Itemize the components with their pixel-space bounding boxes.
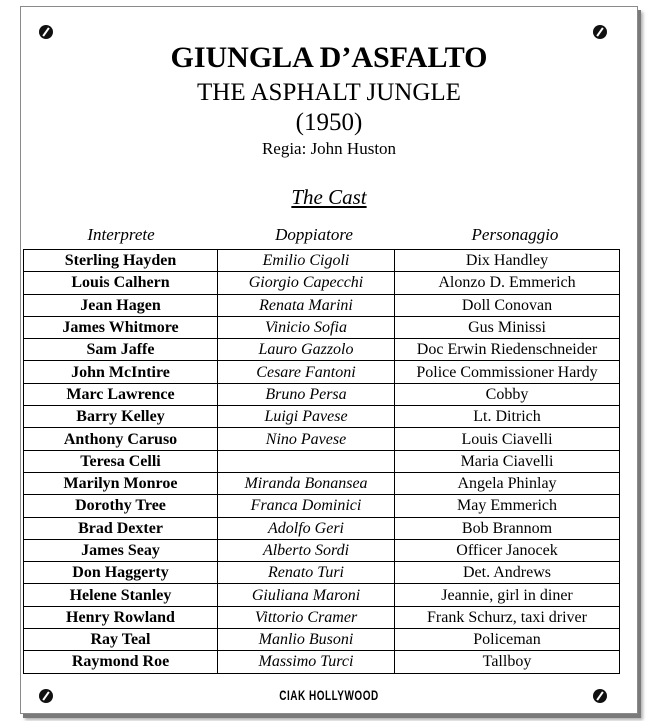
title-italian: GIUNGLA D’ASFALTO — [170, 41, 488, 74]
cast-table — [23, 249, 620, 674]
dubber-cell: Massimo Turci — [218, 651, 395, 673]
dubber-cell: Renato Turi — [218, 562, 395, 584]
director-credit: Regia: John Huston — [261, 139, 397, 158]
dubber-cell: Manlio Busoni — [218, 629, 395, 651]
ciak-hollywood-logo: CIAK HOLLYWOOD — [279, 688, 379, 705]
character-cell: Gus Minissi — [395, 316, 620, 338]
actor-cell: Louis Calhern — [24, 272, 218, 294]
table-row — [24, 495, 620, 517]
character-cell: Frank Schurz, taxi driver — [395, 606, 620, 628]
dubber-cell: Cesare Fantoni — [218, 361, 395, 383]
table-row — [24, 584, 620, 606]
table-row — [24, 450, 620, 472]
actor-cell: Ray Teal — [24, 629, 218, 651]
character-cell: Doll Conovan — [395, 294, 620, 316]
table-row — [24, 428, 620, 450]
character-cell: Officer Janocek — [395, 539, 620, 561]
actor-cell: Marc Lawrence — [24, 383, 218, 405]
actor-cell: Jean Hagen — [24, 294, 218, 316]
actor-cell: Brad Dexter — [24, 517, 218, 539]
column-header-actor: Interprete — [87, 225, 155, 244]
character-cell: Maria Ciavelli — [395, 450, 620, 472]
actor-cell: James Whitmore — [24, 316, 218, 338]
character-cell: Dix Handley — [395, 250, 620, 272]
table-row — [24, 606, 620, 628]
actor-cell: Marilyn Monroe — [24, 472, 218, 494]
dubber-cell: Luigi Pavese — [218, 406, 395, 428]
column-header-dubber: Doppiatore — [275, 225, 353, 244]
actor-cell: Raymond Roe — [24, 651, 218, 673]
dubber-cell: Nino Pavese — [218, 428, 395, 450]
dubber-cell: Lauro Gazzolo — [218, 339, 395, 361]
character-cell: Policeman — [395, 629, 620, 651]
screw-icon — [39, 25, 53, 39]
actor-cell: Teresa Celli — [24, 450, 218, 472]
cast-heading: The Cast — [291, 185, 367, 209]
actor-cell: Sterling Hayden — [24, 250, 218, 272]
actor-cell: James Seay — [24, 539, 218, 561]
screw-icon — [593, 25, 607, 39]
column-header-character: Personaggio — [471, 225, 559, 244]
character-cell: Doc Erwin Riedenschneider — [395, 339, 620, 361]
character-cell: Louis Ciavelli — [395, 428, 620, 450]
table-row — [24, 272, 620, 294]
dubber-cell — [218, 450, 395, 472]
table-row — [24, 406, 620, 428]
actor-cell: Helene Stanley — [24, 584, 218, 606]
table-row — [24, 562, 620, 584]
dubber-cell: Vittorio Cramer — [218, 606, 395, 628]
character-cell: Bob Brannom — [395, 517, 620, 539]
table-row — [24, 361, 620, 383]
character-cell: Alonzo D. Emmerich — [395, 272, 620, 294]
table-row — [24, 629, 620, 651]
dubber-cell: Franca Dominici — [218, 495, 395, 517]
character-cell: Cobby — [395, 383, 620, 405]
cast-plaque — [20, 6, 638, 714]
table-row — [24, 316, 620, 338]
title-english: THE ASPHALT JUNGLE — [197, 79, 461, 106]
table-row — [24, 294, 620, 316]
dubber-cell: Giuliana Maroni — [218, 584, 395, 606]
dubber-cell: Bruno Persa — [218, 383, 395, 405]
actor-cell: Sam Jaffe — [24, 339, 218, 361]
character-cell: Angela Phinlay — [395, 472, 620, 494]
dubber-cell: Vinicio Sofia — [218, 316, 395, 338]
dubber-cell: Alberto Sordi — [218, 539, 395, 561]
dubber-cell: Emilio Cigoli — [218, 250, 395, 272]
character-cell: Det. Andrews — [395, 562, 620, 584]
table-row — [24, 250, 620, 272]
character-cell: Police Commissioner Hardy — [395, 361, 620, 383]
dubber-cell: Miranda Bonansea — [218, 472, 395, 494]
actor-cell: Dorothy Tree — [24, 495, 218, 517]
dubber-cell: Renata Marini — [218, 294, 395, 316]
actor-cell: John McIntire — [24, 361, 218, 383]
table-row — [24, 339, 620, 361]
character-cell: Tallboy — [395, 651, 620, 673]
table-row — [24, 651, 620, 673]
table-row — [24, 539, 620, 561]
character-cell: May Emmerich — [395, 495, 620, 517]
dubber-cell: Giorgio Capecchi — [218, 272, 395, 294]
table-row — [24, 517, 620, 539]
actor-cell: Barry Kelley — [24, 406, 218, 428]
actor-cell: Don Haggerty — [24, 562, 218, 584]
actor-cell: Henry Rowland — [24, 606, 218, 628]
table-row — [24, 472, 620, 494]
release-year: (1950) — [295, 109, 363, 136]
character-cell: Lt. Ditrich — [395, 406, 620, 428]
character-cell: Jeannie, girl in diner — [395, 584, 620, 606]
dubber-cell: Adolfo Geri — [218, 517, 395, 539]
actor-cell: Anthony Caruso — [24, 428, 218, 450]
table-row — [24, 383, 620, 405]
